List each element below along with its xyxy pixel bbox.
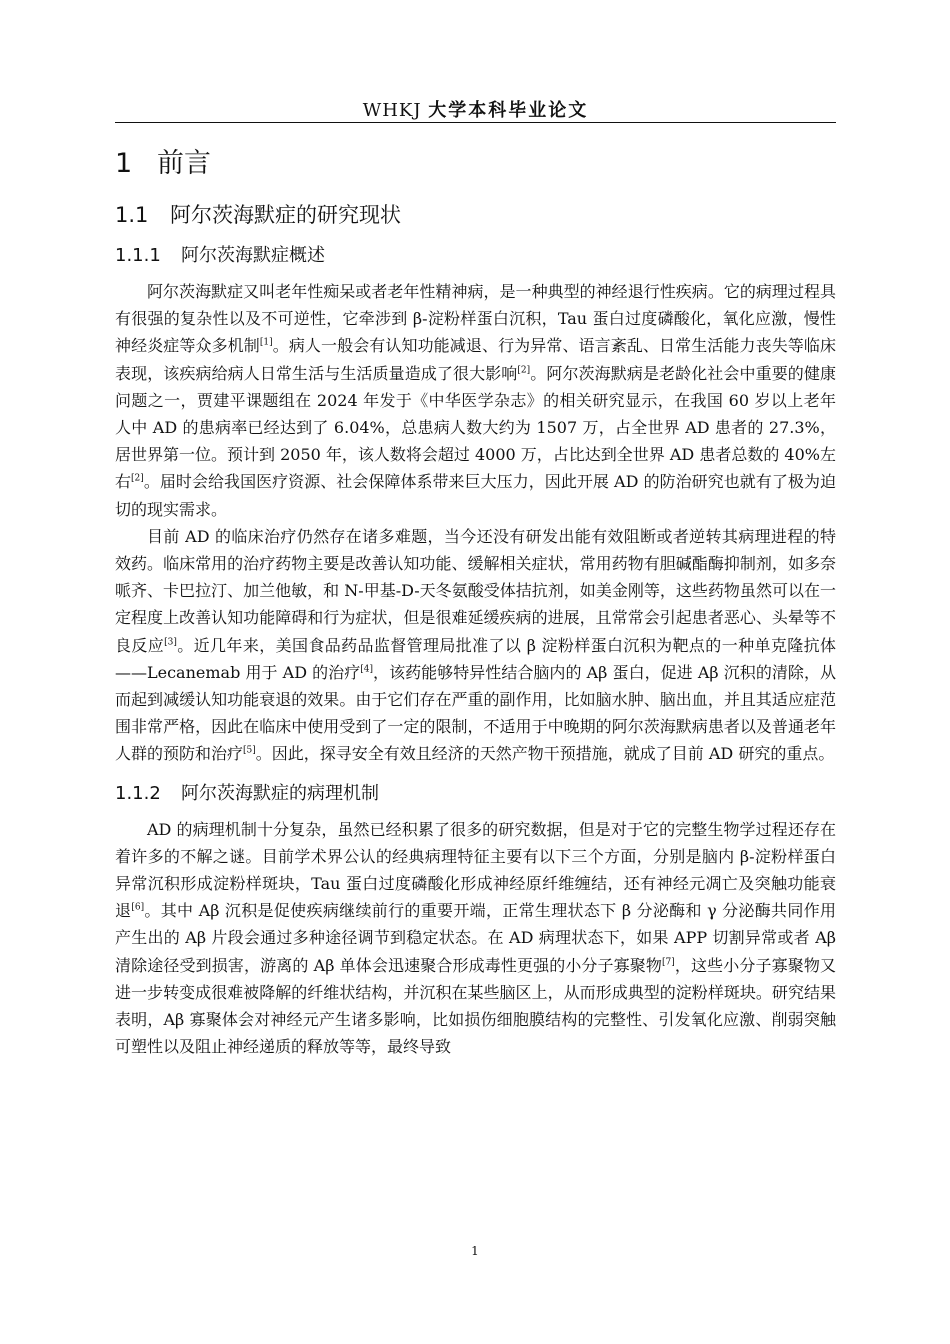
- page-number: 1: [471, 1244, 479, 1258]
- section-number: 1.1: [115, 203, 149, 227]
- page-header: [115, 96, 836, 122]
- subsection: [115, 242, 836, 768]
- citation-ref: [5]: [243, 746, 256, 757]
- text-run: AD 的病理机制十分复杂，虽然已经积累了很多的研究数据，但是对于它的完整生物学过程还存在着许多的不解之谜。目前学术界公认的经典病理特征主要有以下三个方面，分别是脑内 β-淀粉样蛋白异常沉积形成淀粉样斑块，Tau 蛋白过度磷酸化形成神经原纤维缠结，还有神经元凋亡及突触功能衰退: [115, 819, 836, 921]
- body-paragraph: [115, 816, 836, 1061]
- chapter-title: 前言: [157, 148, 211, 179]
- text-run: 。届时会给我国医疗资源、社会保障体系带来巨大压力，因此开展 AD 的防治研究也就有了极为迫切的现实需求。: [115, 472, 836, 519]
- section-title: 阿尔茨海默症的研究现状: [170, 203, 401, 227]
- text-run: 。阿尔茨海默病是老龄化社会中重要的健康问题之一，贾建平课题组在 2024 年发于《中华医学杂志》的相关研究显示，在我国 60 岁以上老年人中 AD 的患病率已经达到了 6.04%，总患病人数大约为 1507 万，占全世界 AD 患者的 27.3%，居世界第一位。预计到 2050 年，该人数将会超过 4000 万，占比达到全世界 AD 患者总数的 40%左右: [115, 363, 836, 492]
- citation-ref: [4]: [360, 664, 373, 675]
- header-rule: [115, 122, 836, 123]
- citation-ref: [1]: [259, 338, 273, 349]
- text-run: 目前 AD 的临床治疗仍然存在诸多难题，当今还没有研发出能有效阻断或者逆转其病理进程的特效药。临床常用的治疗药物主要是改善认知功能、缓解相关症状，常用药物有胆碱酯酶抑制剂，如多奈哌齐、卡巴拉汀、加兰他敏，和 N-甲基-D-天冬氨酸受体拮抗剂，如美金刚等，这些药物虽然可以在一定程度上改善认知功能障碍和行为症状，但是很难延缓疾病的进展，且常常会引起患者恶心、头晕等不良反应: [115, 526, 836, 655]
- page-content: [115, 140, 836, 1060]
- section-heading: [115, 200, 836, 230]
- text-run: 。病人一般会有认知功能减退、行为异常、语言紊乱、日常生活能力丧失等临床表现，该疾病给病人日常生活与生活质量造成了很大影响: [115, 336, 836, 383]
- subsection-title: 阿尔茨海默症概述: [181, 245, 325, 266]
- citation-ref: [7]: [662, 957, 675, 968]
- header-title: 大学本科毕业论文: [428, 100, 589, 121]
- text-run: 。近几年来，美国食品药品监督管理局批准了以 β 淀粉样蛋白沉积为靶点的一种单克隆抗体——Lecanemab 用于 AD 的治疗: [115, 635, 836, 682]
- body-paragraph: [115, 523, 836, 768]
- citation-ref: [2]: [131, 474, 144, 485]
- body-paragraph: [115, 278, 836, 523]
- citation-ref: [6]: [131, 902, 145, 913]
- text-run: 。其中 Aβ 沉积是促使疾病继续前行的重要开端，正常生理状态下 β 分泌酶和 γ 分泌酶共同作用产生出的 Aβ 片段会通过多种途径调节到稳定状态。在 AD 病理状态下，如果 APP 切割异常或者 Aβ 清除途径受到损害，游离的 Aβ 单体会迅速聚合形成毒性更强的小分子寡聚物: [115, 901, 836, 975]
- citation-ref: [2]: [517, 365, 531, 376]
- text-run: ，该药能够特异性结合脑内的 Aβ 蛋白，促进 Aβ 沉积的清除，从而起到减缓认知功能衰退的效果。由于它们存在严重的副作用，比如脑水肿、脑出血，并且其适应症范围非常严格，因此在临床中使用受到了一定的限制，不适用于中晚期的阿尔茨海默病患者以及普通老年人群的预防和治疗: [115, 662, 836, 764]
- chapter-number: 1: [115, 148, 133, 179]
- header-brand: WHKJ: [362, 100, 422, 121]
- citation-ref: [3]: [164, 637, 177, 648]
- text-run: 。因此，探寻安全有效且经济的天然产物干预措施，就成了目前 AD 研究的重点。: [255, 744, 835, 764]
- text-run: ，这些小分子寡聚物又进一步转变成很难被降解的纤维状结构，并沉积在某些脑区上，从而形成典型的淀粉样斑块。研究结果表明，Aβ 寡聚体会对神经元产生诸多影响，比如损伤细胞膜结构的完整性、引发氧化应激、削弱突触可塑性以及阻止神经递质的释放等等，最终导致: [115, 955, 836, 1057]
- subsection-number: 1.1.2: [115, 782, 161, 804]
- text-run: 阿尔茨海默症又叫老年性痴呆或者老年性精神病，是一种典型的神经退行性疾病。它的病理过程具有很强的复杂性以及不可逆性，它牵涉到 β-淀粉样蛋白沉积，Tau 蛋白过度磷酸化，氧化应激，慢性神经炎症等众多机制: [115, 282, 836, 356]
- chapter-heading: [115, 146, 836, 182]
- subsection-heading: [115, 242, 836, 270]
- subsection-number: 1.1.1: [115, 245, 161, 266]
- subsection: [115, 780, 836, 1061]
- subsection-heading: [115, 780, 836, 808]
- subsection-title: 阿尔茨海默症的病理机制: [181, 782, 379, 804]
